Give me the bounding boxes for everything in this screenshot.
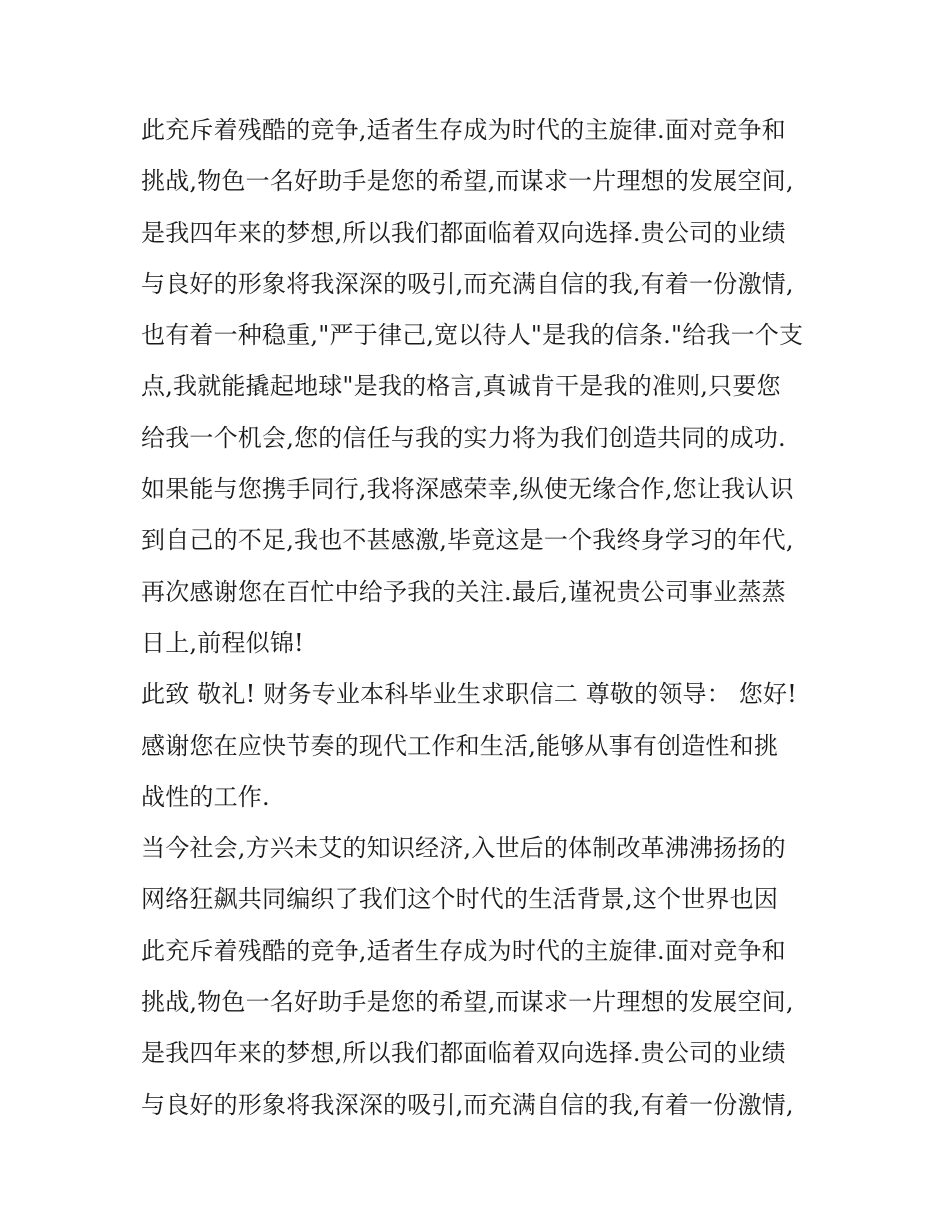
text-line: 挑战,物色一名好助手是您的希望,而谋求一片理想的发展空间, (141, 988, 794, 1017)
text-line: 点,我就能撬起地球"是我的格言,真诚肯干是我的准则,只要您 (141, 372, 781, 401)
text-line: 当今社会,方兴未艾的知识经济,入世后的体制改革沸沸扬扬的 (141, 834, 786, 863)
text-line: 此致 敬礼! 财务专业本科毕业生求职信二 尊敬的领导： 您好! (141, 680, 798, 709)
text-line: 挑战,物色一名好助手是您的希望,而谋求一片理想的发展空间, (141, 167, 794, 196)
text-line: 再次感谢您在百忙中给予我的关注.最后,谨祝贵公司事业蒸蒸 (141, 577, 786, 606)
text-line: 给我一个机会,您的信任与我的实力将为我们创造共同的成功. (141, 423, 786, 452)
text-line: 战性的工作. (141, 782, 270, 811)
text-line: 与良好的形象将我深深的吸引,而充满自信的我,有着一份激情, (141, 269, 794, 298)
text-line: 日上,前程似锦! (141, 628, 304, 657)
text-line: 如果能与您携手同行,我将深感荣幸,纵使无缘合作,您让我认识 (141, 475, 794, 504)
text-line: 是我四年来的梦想,所以我们都面临着双向选择.贵公司的业绩 (141, 1039, 786, 1068)
text-line: 也有着一种稳重,"严于律己,宽以待人"是我的信条."给我一个支 (141, 321, 804, 350)
text-line: 是我四年来的梦想,所以我们都面临着双向选择.贵公司的业绩 (141, 218, 786, 247)
text-line: 感谢您在应快节奏的现代工作和生活,能够从事有创造性和挑 (141, 731, 779, 760)
text-line: 到自己的不足,我也不甚感激,毕竟这是一个我终身学习的年代, (141, 526, 794, 555)
text-line: 此充斥着残酷的竞争,适者生存成为时代的主旋律.面对竞争和 (141, 936, 786, 965)
letter-body (141, 108, 821, 1134)
text-line: 与良好的形象将我深深的吸引,而充满自信的我,有着一份激情, (141, 1090, 794, 1119)
text-line: 此充斥着残酷的竞争,适者生存成为时代的主旋律.面对竞争和 (141, 116, 786, 144)
text-line: 网络狂飙共同编织了我们这个时代的生活背景,这个世界也因 (141, 885, 779, 914)
